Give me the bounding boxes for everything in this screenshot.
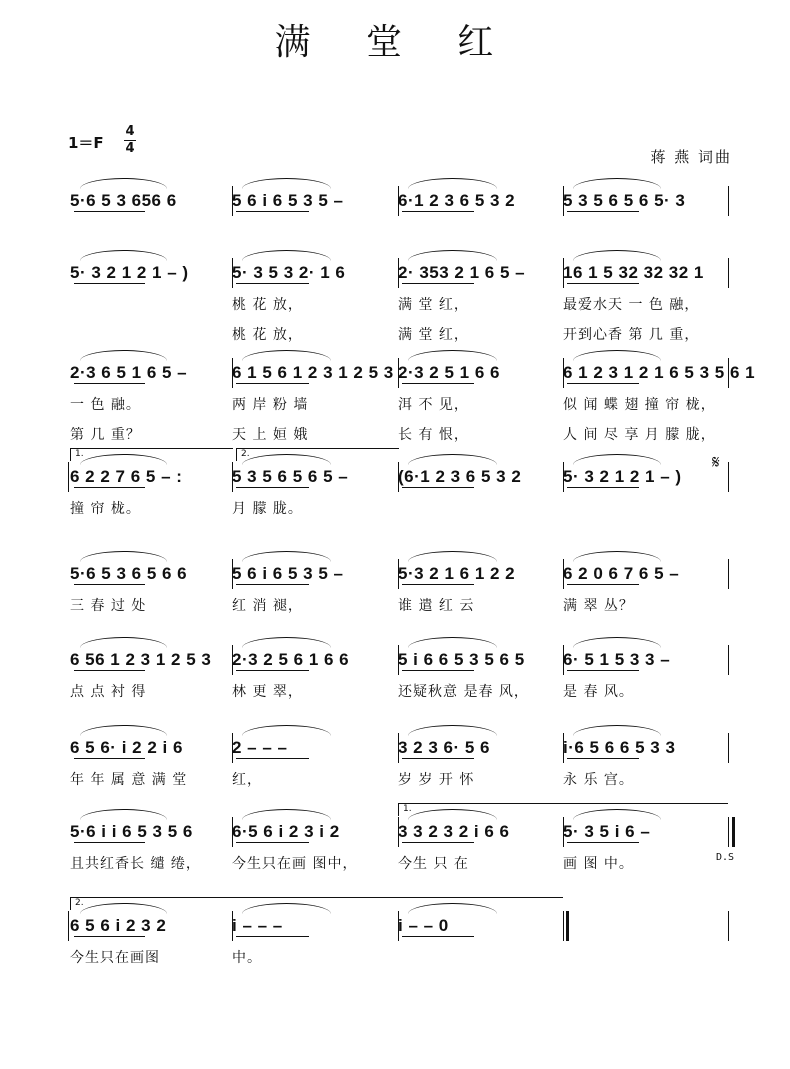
- key-signature: 1＝F: [68, 134, 104, 152]
- slur-arc: [573, 637, 661, 648]
- slur-arc: [573, 178, 661, 189]
- beam-underline: [74, 283, 145, 284]
- beam-underline: [402, 936, 474, 937]
- slur-arc: [80, 809, 167, 820]
- meter-top: 4: [125, 124, 135, 139]
- measure: 6 56 1 2 3 1 2 5 3: [70, 650, 212, 669]
- measure: 6 5 6 i 2 3 2: [70, 916, 167, 935]
- measure: 6 1 2 3 1 2 1 6 5 3 5 6 1: [563, 363, 756, 382]
- slur-arc: [573, 454, 661, 465]
- slur-arc: [408, 350, 497, 361]
- segno-sign: 𝄋: [712, 452, 720, 473]
- slur-arc: [408, 551, 497, 562]
- lyric-text: 三 春 过 处: [70, 598, 147, 614]
- lyric-text: 撞 帘 栊。: [70, 501, 141, 517]
- beam-underline: [402, 842, 474, 843]
- slur-arc: [573, 250, 661, 261]
- beam-underline: [567, 283, 639, 284]
- measure: 5· 3 2 1 2 1 – ): [563, 467, 682, 486]
- beam-underline: [236, 283, 309, 284]
- beam-underline: [402, 283, 474, 284]
- slur-arc: [573, 551, 661, 562]
- lyric-text: 桃 花 放，: [232, 297, 303, 313]
- beam-underline: [236, 383, 309, 384]
- measure: 6 5 6· i 2 2 i 6: [70, 738, 183, 757]
- lyric-text: 年 年 属 意 满 堂: [70, 772, 188, 788]
- lyric-text: 满 堂 红，: [398, 327, 469, 343]
- slur-arc: [80, 725, 167, 736]
- lyric-text: 红，: [232, 772, 262, 788]
- slur-arc: [573, 350, 661, 361]
- beam-underline: [402, 758, 474, 759]
- volta-second-ending: 2.: [70, 897, 563, 910]
- lyric-text: 满 翠 丛？: [563, 598, 634, 614]
- slur-arc: [242, 637, 331, 648]
- measure: 5 i 6 6 5 3 5 6 5: [398, 650, 525, 669]
- beam-underline: [567, 842, 639, 843]
- slur-arc: [408, 725, 497, 736]
- barline: [728, 645, 729, 675]
- slur-arc: [242, 250, 331, 261]
- measure: 6·1 2 3 6 5 3 2: [398, 191, 516, 210]
- start-barline: [68, 911, 69, 941]
- measure: 2 – – –: [232, 738, 288, 757]
- slur-arc: [242, 350, 331, 361]
- lyric-text: 开到心香 第 几 重，: [563, 327, 700, 343]
- slur-arc: [80, 637, 167, 648]
- beam-underline: [74, 487, 145, 488]
- slur-arc: [242, 551, 331, 562]
- slur-arc: [80, 178, 167, 189]
- lyric-text: 画 图 中。: [563, 856, 634, 872]
- measure: 5· 3 5 3 2· 1 6: [232, 263, 346, 282]
- slur-arc: [242, 725, 331, 736]
- empty-measure-end-barline: [728, 911, 729, 941]
- lyric-text: 是 春 风。: [563, 684, 634, 700]
- song-title: 满 堂 红: [274, 22, 516, 63]
- measure: [563, 911, 723, 941]
- lyric-text: 永 乐 宫。: [563, 772, 634, 788]
- barline: [728, 186, 729, 216]
- beam-underline: [402, 383, 474, 384]
- double-barline: [732, 817, 735, 847]
- beam-underline: [236, 936, 309, 937]
- measure: 3 3 2 3 2 i 6 6: [398, 822, 510, 841]
- slur-arc: [242, 178, 331, 189]
- time-signature: [123, 124, 137, 157]
- beam-underline: [402, 670, 474, 671]
- beam-underline: [74, 383, 145, 384]
- lyric-text: 点 点 衬 得: [70, 684, 147, 700]
- lyric-text: 谁 遣 红 云: [398, 598, 475, 614]
- measure: 2·3 6 5 1 6 5 –: [70, 363, 188, 382]
- beam-underline: [402, 584, 474, 585]
- measure: 2·3 2 5 6 1 6 6: [232, 650, 350, 669]
- measure: 5 3 5 6 5 6 5· 3: [563, 191, 686, 210]
- beam-underline: [74, 670, 145, 671]
- measure: 5· 3 2 1 2 1 – ): [70, 263, 189, 282]
- lyric-text: 红 消 褪，: [232, 598, 303, 614]
- lyric-text: 人 间 尽 享 月 朦 胧，: [563, 427, 716, 443]
- beam-underline: [236, 670, 309, 671]
- beam-underline: [567, 211, 639, 212]
- measure: 6 1 5 6 1 2 3 1 2 5 3: [232, 363, 394, 382]
- measure: 16 1 5 32 32 32 1: [563, 263, 704, 282]
- start-barline: [68, 462, 69, 492]
- lyric-text: 一 色 融。: [70, 397, 141, 413]
- measure: 5 6 i 6 5 3 5 –: [232, 564, 344, 583]
- beam-underline: [236, 584, 309, 585]
- beam-underline: [567, 670, 639, 671]
- measure: 2· 353 2 1 6 5 –: [398, 263, 526, 282]
- lyric-text: 似 闻 蝶 翅 撞 帘 栊，: [563, 397, 716, 413]
- lyric-text: 最爱水天 一 色 融，: [563, 297, 700, 313]
- ds-label: D.S: [716, 852, 735, 863]
- measure: 5·6 i i 6 5 3 5 6: [70, 822, 193, 841]
- lyric-text: 长 有 恨，: [398, 427, 469, 443]
- slur-arc: [408, 178, 497, 189]
- composer-credit: 蒋 燕 词曲: [650, 148, 732, 166]
- lyric-text: 且共红香长 缱 绻，: [70, 856, 201, 872]
- lyric-text: 天 上 姮 娥: [232, 427, 309, 443]
- beam-underline: [567, 487, 639, 488]
- beam-underline: [236, 758, 309, 759]
- lyric-text: 今生 只 在: [398, 856, 469, 872]
- beam-underline: [74, 936, 145, 937]
- measure: 5·6 5 3 6 5 6 6: [70, 564, 188, 583]
- measure: 6·5 6 i 2 3 i 2: [232, 822, 340, 841]
- slur-arc: [408, 454, 497, 465]
- lyric-text: 桃 花 放，: [232, 327, 303, 343]
- barline: [728, 733, 729, 763]
- lyric-text: 中。: [232, 950, 262, 966]
- slur-arc: [408, 250, 497, 261]
- lyric-text: 今生只在画图: [70, 950, 160, 966]
- lyric-text: 第 几 重？: [70, 427, 141, 443]
- lyric-text: 满 堂 红，: [398, 297, 469, 313]
- barline: [728, 462, 729, 492]
- beam-underline: [567, 758, 639, 759]
- lyric-text: 岁 岁 开 怀: [398, 772, 475, 788]
- measure: 5·3 2 1 6 1 2 2: [398, 564, 516, 583]
- measure: 6 2 0 6 7 6 5 –: [563, 564, 680, 583]
- lyric-text: 洱 不 见，: [398, 397, 469, 413]
- beam-underline: [402, 487, 474, 488]
- measure: i – – –: [232, 916, 283, 935]
- measure: 6 2 2 7 6 5 – :: [70, 467, 183, 486]
- measure: 2·3 2 5 1 6 6: [398, 363, 500, 382]
- volta-second-ending: 2.: [236, 448, 399, 461]
- barline: [728, 258, 729, 288]
- slur-arc: [242, 809, 331, 820]
- beam-underline: [74, 211, 145, 212]
- barline: [728, 817, 729, 847]
- lyric-text: 两 岸 粉 墙: [232, 397, 309, 413]
- slur-arc: [80, 350, 167, 361]
- beam-underline: [74, 758, 145, 759]
- meter-bottom: 4: [125, 141, 135, 156]
- measure: i·6 5 6 6 5 3 3: [563, 738, 676, 757]
- beam-underline: [236, 487, 309, 488]
- beam-underline: [402, 211, 474, 212]
- lyric-text: 月 朦 胧。: [232, 501, 303, 517]
- slur-arc: [408, 637, 497, 648]
- lyric-text: 还疑秋意 是春 风，: [398, 684, 529, 700]
- beam-underline: [74, 842, 145, 843]
- measure: 3 2 3 6· 5 6: [398, 738, 491, 757]
- measure: i – – 0: [398, 916, 449, 935]
- volta-first-ending: 1.: [398, 803, 728, 816]
- measure: (6·1 2 3 6 5 3 2: [398, 467, 522, 486]
- barline: [728, 559, 729, 589]
- measure: 5 3 5 6 5 6 5 –: [232, 467, 349, 486]
- measure: 5· 3 5 i 6 –: [563, 822, 651, 841]
- slur-arc: [80, 250, 167, 261]
- slur-arc: [80, 551, 167, 562]
- slur-arc: [573, 725, 661, 736]
- measure: 5 6 i 6 5 3 5 –: [232, 191, 344, 210]
- lyric-text: 林 更 翠，: [232, 684, 303, 700]
- volta-first-ending: 1.: [70, 448, 233, 461]
- measure: 6· 5 1 5 3 3 –: [563, 650, 671, 669]
- beam-underline: [567, 383, 639, 384]
- beam-underline: [236, 842, 309, 843]
- beam-underline: [567, 584, 639, 585]
- lyric-text: 今生只在画 图中，: [232, 856, 358, 872]
- beam-underline: [74, 584, 145, 585]
- beam-underline: [236, 211, 309, 212]
- measure: 5·6 5 3 656 6: [70, 191, 177, 210]
